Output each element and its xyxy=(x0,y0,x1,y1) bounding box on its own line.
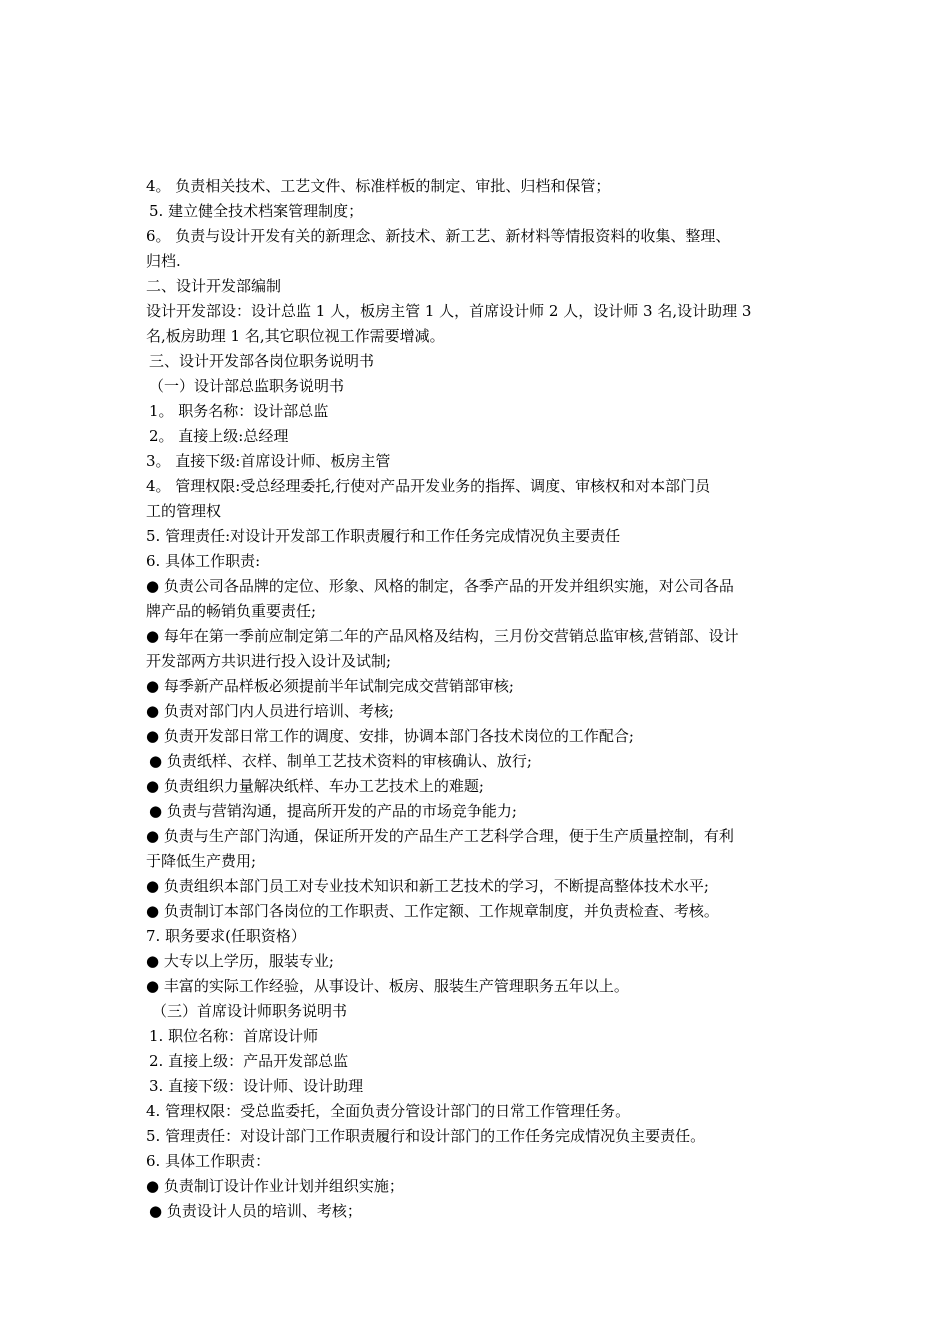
bullet-item: ● 负责制订设计作业计划并组织实施； xyxy=(146,1177,404,1195)
bullet-item: ● 负责组织力量解决纸样、车办工艺技术上的难题; xyxy=(146,777,484,795)
bullet-item: ● 负责对部门内人员进行培训、考核; xyxy=(146,702,394,720)
text-line: 6. 具体工作职责: xyxy=(146,552,261,570)
bullet-item: ● 负责公司各品牌的定位、形象、风格的制定，各季产品的开发并组织实施，对公司各品 xyxy=(146,577,734,595)
text-line: 2. 直接上级：产品开发部总监 xyxy=(149,1052,349,1070)
bullet-item: ● 负责与生产部门沟通，保证所开发的产品生产工艺科学合理，便于生产质量控制，有利 xyxy=(146,827,734,845)
bullet-item: ● 负责开发部日常工作的调度、安排，协调本部门各技术岗位的工作配合; xyxy=(146,727,634,745)
bullet-item: ● 每季新产品样板必须提前半年试制完成交营销部审核; xyxy=(146,677,514,695)
text-line: 于降低生产费用; xyxy=(146,852,257,870)
text-line: 名,板房助理 1 名,其它职位视工作需要增减。 xyxy=(146,327,445,345)
text-line: 1。 职务名称：设计部总监 xyxy=(149,402,329,420)
text-line: 5. 管理责任:对设计开发部工作职责履行和工作任务完成情况负主要责任 xyxy=(146,527,621,545)
text-line: 3. 直接下级：设计师、设计助理 xyxy=(149,1077,364,1095)
text-line: 4. 管理权限：受总监委托，全面负责分管设计部门的日常工作管理任务。 xyxy=(146,1102,631,1120)
text-line: 5. 管理责任：对设计部门工作职责履行和设计部门的工作任务完成情况负主要责任。 xyxy=(146,1127,706,1145)
bullet-item: ● 每年在第一季前应制定第二年的产品风格及结构，三月份交营销总监审核,营销部、设计 xyxy=(146,627,739,645)
text-line: 4。 负责相关技术、工艺文件、标准样板的制定、审批、归档和保管； xyxy=(146,177,611,195)
subsection-heading: （三）首席设计师职务说明书 xyxy=(152,1002,348,1020)
text-line: 4。 管理权限:受总经理委托,行使对产品开发业务的指挥、调度、审核权和对本部门员 xyxy=(146,477,711,495)
bullet-item: ● 负责与营销沟通，提高所开发的产品的市场竞争能力; xyxy=(149,802,517,820)
text-line: 3。 直接下级:首席设计师、板房主管 xyxy=(146,452,391,470)
text-line: 牌产品的畅销负重要责任; xyxy=(146,602,317,620)
subsection-heading: （一）设计部总监职务说明书 xyxy=(149,377,345,395)
text-line: 工的管理权 xyxy=(146,502,222,520)
text-line: 1. 职位名称：首席设计师 xyxy=(149,1027,319,1045)
text-line: 6。 负责与设计开发有关的新理念、新技术、新工艺、新材料等情报资料的收集、整理、 xyxy=(146,227,731,245)
section-heading: 三、设计开发部各岗位职务说明书 xyxy=(149,352,375,370)
bullet-item: ● 负责设计人员的培训、考核； xyxy=(149,1202,362,1220)
text-line: 2。 直接上级:总经理 xyxy=(149,427,289,445)
bullet-item: ● 丰富的实际工作经验，从事设计、板房、服装生产管理职务五年以上。 xyxy=(146,977,629,995)
bullet-item: ● 负责纸样、衣样、制单工艺技术资料的审核确认、放行; xyxy=(149,752,532,770)
bullet-item: ● 负责制订本部门各岗位的工作职责、工作定额、工作规章制度，并负责检查、考核。 xyxy=(146,902,719,920)
bullet-item: ● 负责组织本部门员工对专业技术知识和新工艺技术的学习，不断提高整体技术水平; xyxy=(146,877,709,895)
bullet-item: ● 大专以上学历，服装专业; xyxy=(146,952,334,970)
document-body xyxy=(146,174,810,1224)
text-line: 5. 建立健全技术档案管理制度； xyxy=(149,202,364,220)
text-line: 6. 具体工作职责： xyxy=(146,1152,271,1170)
text-line: 开发部两方共识进行投入设计及试制; xyxy=(146,652,392,670)
section-heading: 二、设计开发部编制 xyxy=(146,277,282,295)
text-line: 7. 职务要求(任职资格） xyxy=(146,927,306,945)
text-line: 设计开发部设：设计总监 1 人，板房主管 1 人，首席设计师 2 人，设计师 3 名,设计助理 3 xyxy=(146,302,752,320)
text-line: 归档. xyxy=(146,252,181,270)
